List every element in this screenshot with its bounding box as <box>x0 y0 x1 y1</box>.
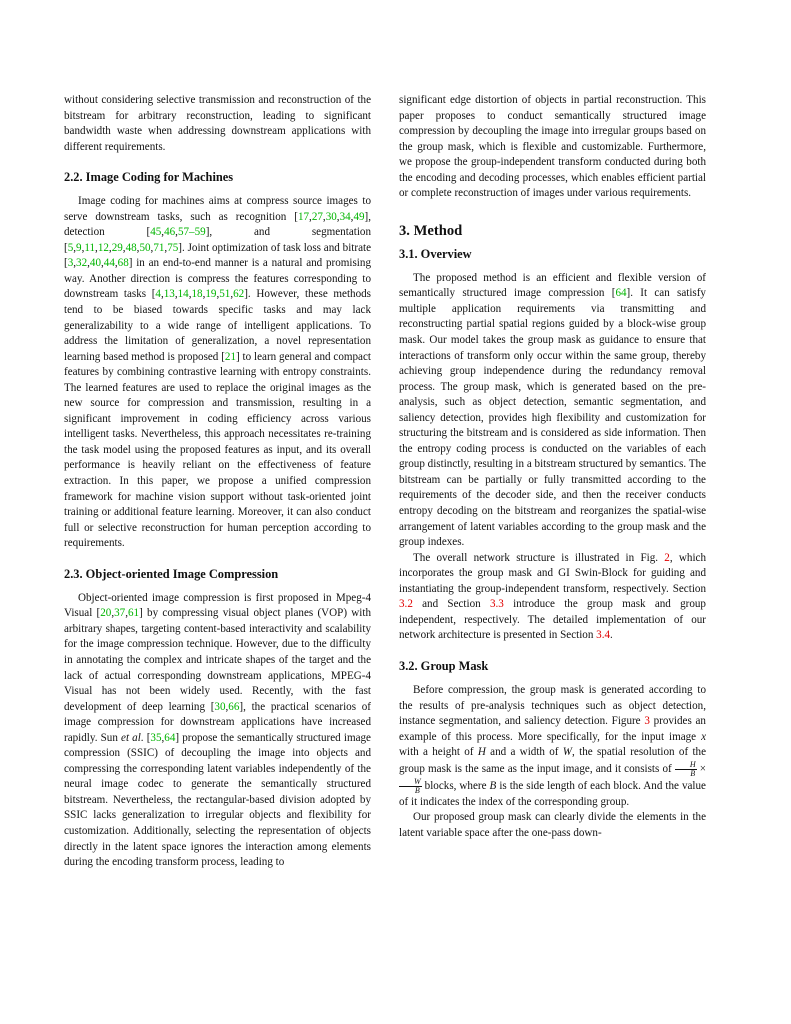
citation[interactable]: 66 <box>228 700 240 713</box>
citation[interactable]: 37 <box>114 607 126 620</box>
citation[interactable]: 40 <box>89 257 101 270</box>
math-x: x <box>701 730 706 743</box>
paragraph-group-mask: Before compression, the group mask is generated according to the results of pre-analysis techniques such as object detection, instance segmentation, and saliency detection. Figure 3 provides an example of this process. More specifically, for the input image x with a height of H and a width of W, the spatial resolution of the group mask is the same as the input image, and it consists of $\frac{H}{B}$ × $\frac{W}{B}$ blocks, where B is the side length of each block. And the value of it indicates the index of the corresponding group. <box>399 683 706 808</box>
citation[interactable]: 57–59 <box>177 226 206 239</box>
citation[interactable]: 51 <box>219 288 231 301</box>
citation[interactable]: 29 <box>111 241 123 254</box>
times-sign: × <box>696 762 706 775</box>
et-al: et al <box>121 731 141 744</box>
citation[interactable]: 4 <box>155 288 161 301</box>
math-H: H <box>477 746 486 759</box>
citation[interactable]: 19 <box>205 288 217 301</box>
left-column <box>64 93 371 871</box>
citation[interactable]: 46 <box>164 226 176 239</box>
citation[interactable]: 9 <box>76 241 82 254</box>
citation[interactable]: 62 <box>233 288 245 301</box>
section-heading-2-2: 2.2. Image Coding for Machines <box>64 170 234 185</box>
citation[interactable]: 44 <box>103 257 115 270</box>
citation[interactable]: 49 <box>353 210 365 223</box>
citation[interactable]: 64 <box>615 287 627 300</box>
citation[interactable]: 71 <box>153 241 165 254</box>
paragraph-overview: The proposed method is an efficient and flexible version of semantically structured image compression [64]. It can satisfy multiple application requirements via transmitting and reconstructing partial spatial regions guided by a block-wise group mask. Our model takes the group mask as guidance to ensure that interactions of transform only occur within the same group, thereby achieving group independence during the redundancy removal process. The group mask, which is generated based on the pre-analysis, such as object detection, semantic segmentation, and saliency detection, provides high flexibility and customization for structuring the bitstream and is considered as side information. Then the entropy coding process is conducted on the variables of each group distinctly, resulting in a bitstream structured by semantics. The bitstream can be partially or fully transmitted according to the requirements of the decoder side, and then the receiver conducts entropy decoding on the bitstream and reorganizes the spatial-wise arrangement of latent variables according to the group mask and the group indexes. <box>399 271 706 549</box>
citation[interactable]: 64 <box>164 731 176 744</box>
paragraph-continuation: without considering selective transmission and reconstruction of the bitstream for arbitrary reconstruction, leading to significant bandwidth waste when addressing downstream applications with different requirements. <box>64 94 371 153</box>
citation[interactable]: 45 <box>150 226 162 239</box>
math-W: W <box>562 746 573 759</box>
citation[interactable]: 48 <box>125 241 137 254</box>
citation[interactable]: 32 <box>76 257 88 270</box>
paragraph-network-structure: The overall network structure is illustrated in Fig. 2, which incorporates the group mask and GI Swin-Block for guiding and instantiating the group-independent transform, respectively. Section 3.2 and Section 3.3 introduce the group mask and group independent, respectively. The detailed implementation of our network architecture is presented in Section 3.4. <box>399 551 706 642</box>
citation[interactable]: 21 <box>224 350 236 363</box>
citation[interactable]: 14 <box>177 288 189 301</box>
citation[interactable]: 3 <box>67 257 74 270</box>
section-ref[interactable]: 3.4 <box>596 629 611 642</box>
paragraph-image-coding: Image coding for machines aims at compress source images to serve downstream tasks, such as recognition [17,27,30,34,49], detection [45,46,57–59], and segmentation [5,9,11,12,29,48,50,71,75]. Joint optimization of task loss and bitrate [3,32,40,44,68] in an end-to-end manner is a natural and promising way. Another direction is compress the features corresponding to downstream tasks [4,13,14,18,19,51,62]. However, these methods tend to be biased towards specific tasks and may lack generalizability to a wide range of intelligent applications. To address the limitation of generalization, a novel representation learning based method is proposed [21] to learn general and compact features by combining contrastive learning with entropy constraints. The learned features are used to replace the original images as the new source for compression and transmission, resulting in a significant improvement in coding efficiency across various intelligent tasks. Nevertheless, this approach necessitates re-training the task model using the proposed features as input, and its overall performance is heavily reliant on the effectiveness of feature extraction. In this paper, we propose a unified compression framework for machine vision support without task-oriented joint training or additional feature learning. Moreover, it can also conduct full or selective reconstruction for human perception according to requirements. <box>64 195 371 550</box>
section-heading-3-1: 3.1. Overview <box>399 246 472 261</box>
citation[interactable]: 50 <box>139 241 151 254</box>
paragraph-object-oriented: Object-oriented image compression is first proposed in Mpeg-4 Visual [20,37,61] by compressing visual object planes (VOP) with arbitrary shapes, targeting content-based interactivity and scalability for the image compression technique. However, due to the difficulty in annotating the complex and intricate shapes of the target and the lack of actual corresponding downstream applications, MPEG-4 Visual has not been widely used. Recently, with the fast development of deep learning [30,66], the practical scenarios of image compression for downstream applications have increased rapidly. Sun et al. [35,64] propose the semantically structured image compression (SSIC) of decoupling the image into objects and compressing the corresponding latent variables independently of the neural image codec to generate the semantically structured bitstream. Nevertheless, the rectangular-based division adopted by SSIC lacks generalization to irregular objects and flexibility for customization. Additionally, selecting the representation of objects directly in the latent space ignores the interaction among elements during the encoding transform process, leading to <box>64 591 371 869</box>
citation[interactable]: 18 <box>191 288 203 301</box>
citation[interactable]: 61 <box>128 607 140 620</box>
right-column <box>399 93 706 841</box>
citation[interactable]: 20 <box>100 607 112 620</box>
citation[interactable]: 12 <box>97 241 109 254</box>
citation[interactable]: 75 <box>167 241 179 254</box>
citation[interactable]: 27 <box>311 210 323 223</box>
paragraph-continuation: significant edge distortion of objects in partial reconstruction. This paper proposes to conduct semantically structured image compression by decoupling the image into irregular groups based on the group mask, which is flexible and customizable. Furthermore, we propose the group-independent transform conducted during both the encoding and decoding processes, which enables efficient partial or complete reconstruction of images under various requirements. <box>399 94 706 200</box>
citation[interactable]: 5 <box>67 241 74 254</box>
section-ref[interactable]: 3.2 <box>399 598 413 611</box>
citation[interactable]: 17 <box>297 210 310 223</box>
citation[interactable]: 35 <box>150 731 162 744</box>
section-heading-3-2: 3.2. Group Mask <box>399 658 489 673</box>
citation[interactable]: 30 <box>214 700 226 713</box>
citation[interactable]: 68 <box>117 257 129 270</box>
citation[interactable]: 13 <box>163 288 175 301</box>
section-ref[interactable]: 3.3 <box>489 598 504 611</box>
fraction-h-over-b: $\frac{H}{B}$ <box>675 761 697 778</box>
citation[interactable]: 11 <box>84 241 96 254</box>
fraction-w-over-b: $\frac{W}{B}$ <box>399 778 422 795</box>
figure-ref[interactable]: 3 <box>644 715 650 728</box>
math-B: B <box>489 779 497 792</box>
citation[interactable]: 34 <box>339 210 351 223</box>
section-heading-2-3: 2.3. Object-oriented Image Compression <box>64 566 279 581</box>
section-heading-3: 3. Method <box>399 222 463 239</box>
figure-ref[interactable]: 2 <box>664 551 670 564</box>
citation[interactable]: 30 <box>325 210 337 223</box>
paragraph-group-mask-continued: Our proposed group mask can clearly divide the elements in the latent variable space after the one-pass down- <box>399 811 706 839</box>
